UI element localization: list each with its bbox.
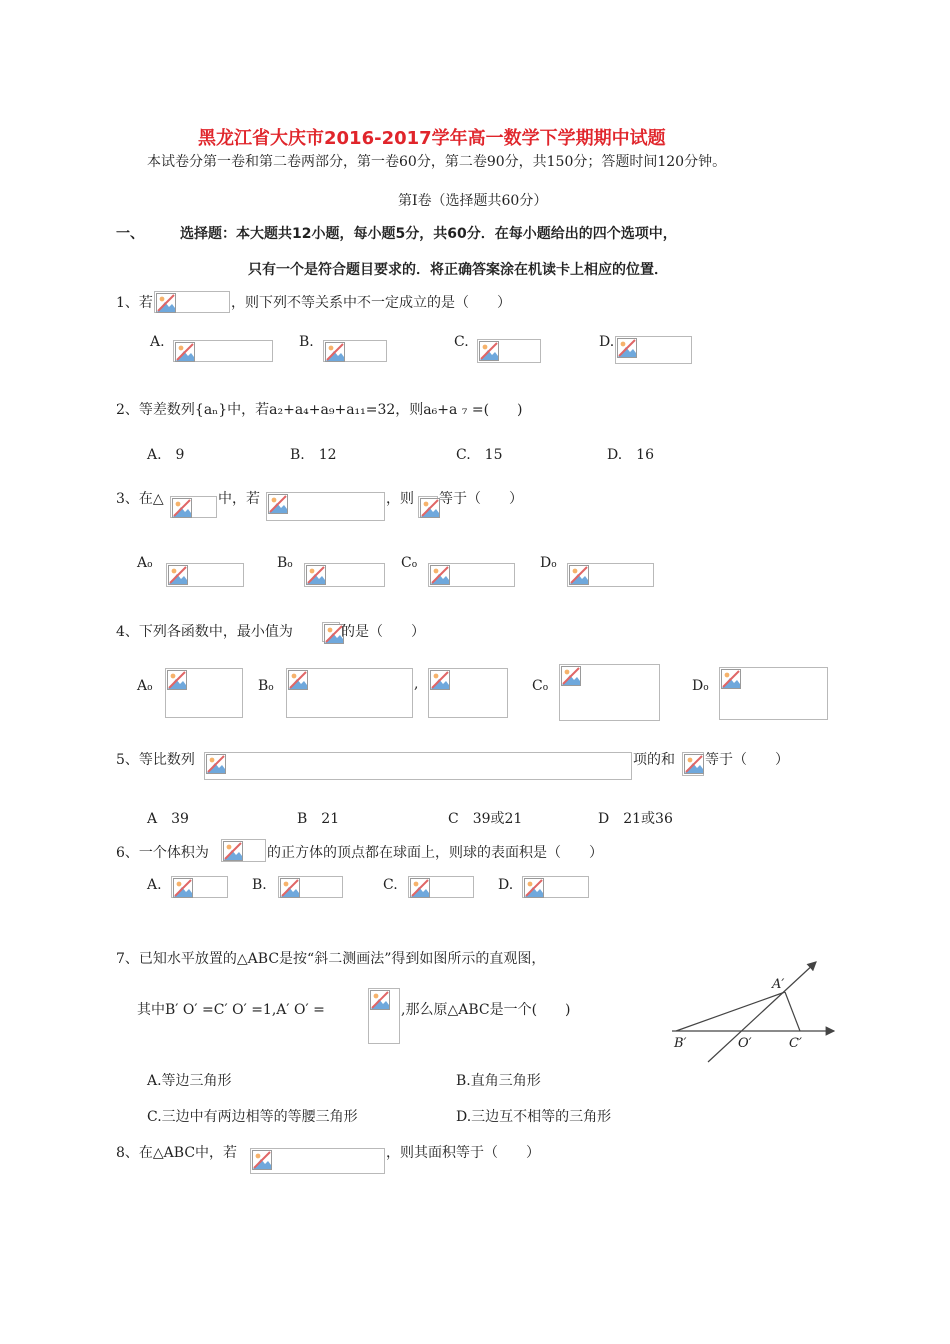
q6-option-c-image	[408, 876, 474, 898]
section-title: 第Ⅰ卷（选择题共60分）	[398, 193, 548, 209]
q3-option-a: Ao	[137, 555, 153, 571]
side-b-a	[676, 992, 785, 1031]
q1-option-a-image	[173, 340, 273, 362]
broken-image-icon	[524, 878, 544, 898]
q6-option-b-image	[278, 876, 343, 898]
broken-image-icon	[173, 878, 193, 898]
q2-option-a: A. 9	[147, 447, 185, 463]
broken-image-icon	[223, 841, 243, 861]
broken-image-icon	[280, 878, 300, 898]
q5-option-d: D 21或36	[598, 811, 673, 827]
label-c-prime: C′	[789, 1036, 802, 1051]
q4-option-c: Co	[532, 678, 549, 694]
q2-option-c: C. 15	[456, 447, 503, 463]
part-instructions-line2: 只有一个是符合题目要求的．将正确答案涂在机读卡上相应的位置．	[248, 262, 668, 278]
q4-option-d-image	[719, 667, 828, 720]
broken-image-icon	[479, 341, 499, 361]
q6-option-a: A.	[147, 877, 162, 893]
q3-option-c-image	[428, 563, 515, 587]
q3-target-image	[418, 496, 438, 518]
q4-option-b-comma: ,	[414, 676, 419, 692]
q5-sequence-image	[204, 752, 632, 780]
q2-option-d: D. 16	[607, 447, 654, 463]
q4-prefix: 4、下列各函数中，最小值为	[116, 624, 293, 640]
q3-option-d-image	[567, 563, 654, 587]
q3-option-c: Co	[401, 555, 418, 571]
broken-image-icon	[206, 754, 226, 774]
q1-option-b-image	[323, 340, 387, 362]
q5-mid: 项的和	[633, 752, 675, 768]
broken-image-icon	[268, 494, 288, 514]
q3-prefix: 3、在△	[116, 491, 164, 507]
broken-image-icon	[252, 1150, 272, 1170]
broken-image-icon	[167, 670, 187, 690]
broken-image-icon	[325, 342, 345, 362]
q4-option-d: Do	[692, 678, 709, 694]
q7-option-d: D.三边互不相等的三角形	[456, 1109, 612, 1125]
q4-option-a-image	[165, 668, 243, 718]
broken-image-icon	[430, 565, 450, 585]
q1-option-b: B.	[299, 334, 314, 350]
q1-formula-image	[154, 291, 230, 313]
q4-option-b: Bo	[258, 678, 274, 694]
q5-option-a: A 39	[147, 811, 189, 827]
q6-option-a-image	[171, 876, 228, 898]
label-b-prime: B′	[674, 1036, 687, 1051]
q1-option-d: D.	[599, 334, 615, 350]
broken-image-icon	[175, 342, 195, 362]
q7-stem-line1: 7、已知水平放置的△ABC是按“斜二测画法”得到如图所示的直观图，	[116, 951, 546, 967]
q1-option-d-image	[615, 336, 692, 364]
intro-text: 本试卷分第一卷和第二卷两部分，第一卷60分，第二卷90分，共150分；答题时间120分钟。	[147, 154, 727, 170]
q5-stem: 等于（ ）	[705, 752, 789, 768]
broken-image-icon	[617, 338, 637, 358]
broken-image-icon	[306, 565, 326, 585]
broken-image-icon	[721, 669, 741, 689]
q2-stem: 2、等差数列{aₙ}中，若a₂+a₄+a₉+a₁₁=32，则a₆+a ₇ =( )	[116, 402, 523, 418]
q6-option-d: D.	[498, 877, 514, 893]
broken-image-icon	[420, 498, 440, 518]
q3-condition-image	[266, 492, 385, 521]
q6-option-c: C.	[383, 877, 398, 893]
q5-option-c: C 39或21	[448, 811, 523, 827]
q8-prefix: 8、在△ABC中，若	[116, 1145, 238, 1161]
q4-min-value-image	[322, 622, 340, 642]
q3-stem: 等于（ ）	[439, 491, 523, 507]
broken-image-icon	[561, 666, 581, 686]
q3-option-b-image	[304, 563, 385, 587]
q4-stem: 的是（ ）	[341, 624, 425, 640]
part-instructions-line1: 选择题：本大题共12小题，每小题5分，共60分．在每小题给出的四个选项中，	[180, 226, 677, 242]
q7-option-c: C.三边中有两边相等的等腰三角形	[147, 1109, 358, 1125]
q6-stem: 的正方体的顶点都在球面上，则球的表面积是（ ）	[267, 845, 603, 861]
broken-image-icon	[168, 565, 188, 585]
q3-option-a-image	[166, 563, 244, 587]
broken-image-icon	[288, 670, 308, 690]
q6-volume-image	[221, 839, 266, 862]
broken-image-icon	[684, 754, 704, 774]
q5-option-b: B 21	[297, 811, 340, 827]
q8-condition-image	[250, 1148, 385, 1174]
side-a-c	[785, 992, 800, 1031]
broken-image-icon	[156, 293, 176, 313]
broken-image-icon	[430, 670, 450, 690]
q7-oblique-figure	[668, 955, 840, 1070]
q1-option-a: A.	[150, 334, 165, 350]
q3-option-d: Do	[540, 555, 557, 571]
q5-sum-image	[682, 752, 704, 776]
q4-option-a: Ao	[137, 678, 153, 694]
broken-image-icon	[410, 878, 430, 898]
q7-option-a: A.等边三角形	[147, 1073, 232, 1089]
label-a-prime: A′	[772, 977, 785, 992]
q3-triangle-image	[170, 496, 217, 518]
broken-image-icon	[172, 498, 192, 518]
q6-option-b: B.	[252, 877, 267, 893]
q4-option-b-image	[286, 668, 413, 718]
broken-image-icon	[370, 990, 390, 1010]
q2-option-b: B. 12	[290, 447, 337, 463]
q1-prefix: 1、若	[116, 295, 153, 311]
part-number: 一、	[116, 226, 144, 242]
q1-option-c: C.	[454, 334, 469, 350]
q4-option-b-domain-image	[428, 668, 508, 718]
q6-option-d-image	[522, 876, 589, 898]
q3-mid: 中，若	[218, 491, 260, 507]
q3-option-b: Bo	[277, 555, 293, 571]
q4-option-c-image	[559, 664, 660, 721]
broken-image-icon	[569, 565, 589, 585]
q7-stem-line2-end: ,那么原△ABC是一个( )	[401, 1002, 571, 1018]
q7-option-b: B.直角三角形	[456, 1073, 541, 1089]
q8-stem: ，则其面积等于（ ）	[386, 1145, 540, 1161]
q7-stem-line2: 其中B′ O′ =C′ O′ =1,A′ O′ =	[137, 1002, 325, 1018]
label-o-prime: O′	[738, 1036, 752, 1051]
q7-length-image	[368, 988, 400, 1044]
q6-prefix: 6、一个体积为	[116, 845, 209, 861]
q3-then: ，则	[386, 491, 414, 507]
q1-stem: ，则下列不等关系中不一定成立的是（ ）	[231, 295, 511, 311]
page-title: 黑龙江省大庆市2016-2017学年高一数学下学期期中试题	[198, 128, 666, 149]
q1-option-c-image	[477, 339, 541, 363]
q5-prefix: 5、等比数列	[116, 752, 195, 768]
